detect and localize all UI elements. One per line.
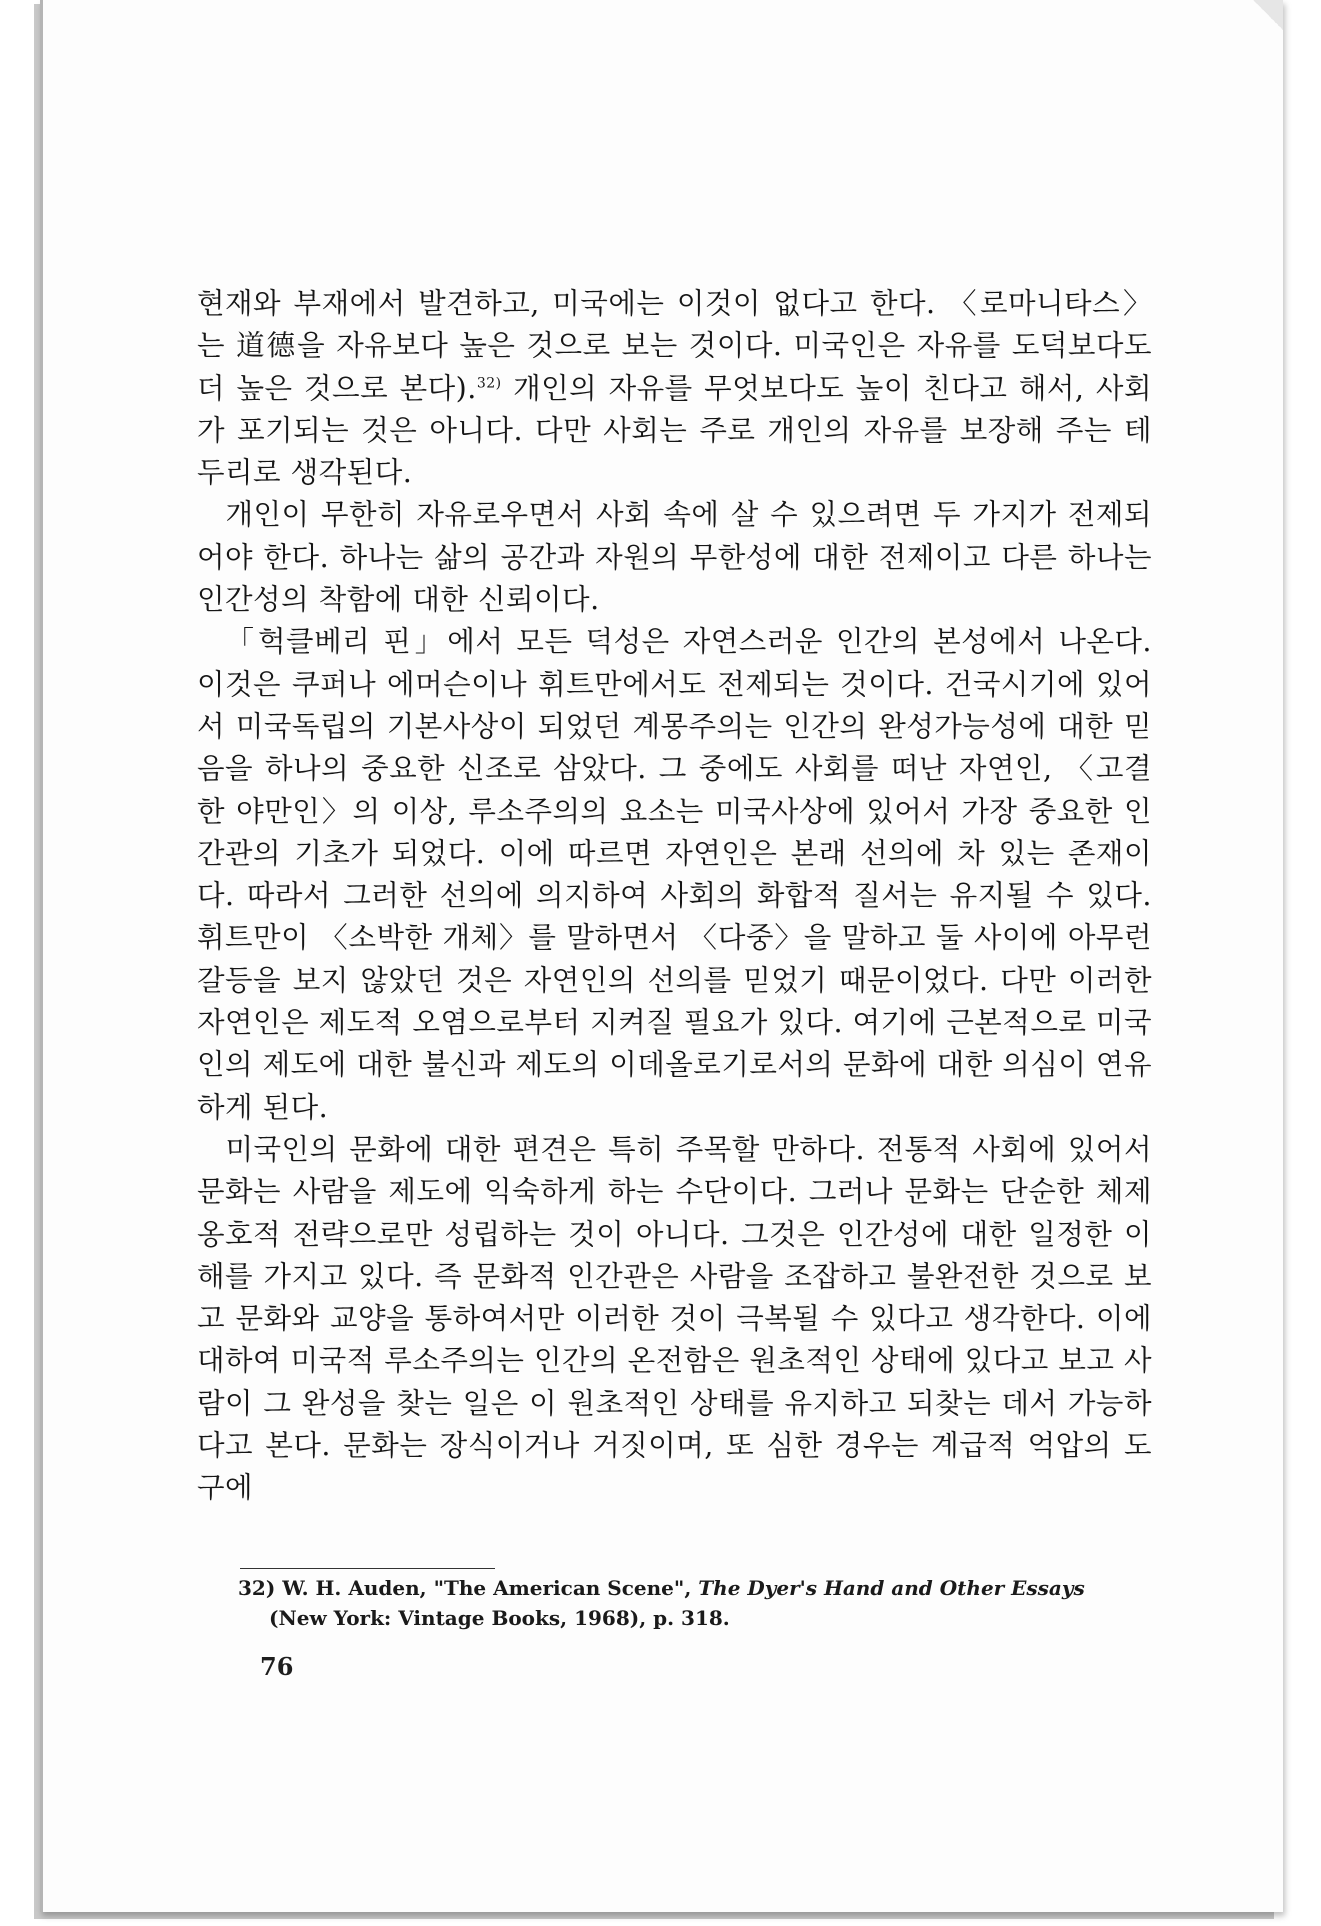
footnote-divider [240,1568,495,1569]
footnote-publication: (New York: Vintage Books, 1968), p. 318. [269,1606,730,1630]
paragraph-1-tail: 개인의 자유를 무엇보다도 높이 친다고 해서, 사회가 포기되는 것은 아니다. 다만 사회는 주로 개인의 자유를 보장해 주는 테두리로 생각된다. [197,371,1152,490]
paragraph-2: 개인이 무한히 자유로우면서 사회 속에 살 수 있으려면 두 가지가 전제되어야 한다. 하나는 삶의 공간과 자원의 무한성에 대한 전제이고 다른 하나는 인간성의 착함에 대한 신뢰이다. [197,498,1152,617]
paragraph-4: 미국인의 문화에 대한 편견은 특히 주목할 만하다. 전통적 사회에 있어서 문화는 사람을 제도에 익숙하게 하는 수단이다. 그러나 문화는 단순한 체제 옹호적 전략으로만 성립하는 것이 아니다. 그것은 인간성에 대한 일정한 이해를 가지고 있다. 즉 문화적 인간관은 사람을 조잡하고 불완전한 것으로 보고 문화와 교양을 통하여서만 이러한 것이 극복될 수 있다고 생각한다. 이에 대하여 미국적 루소주의는 인간의 온전함은 원초적인 상태에 있다고 보고 사람이 그 완성을 찾는 일은 이 원초적인 상태를 유지하고 되찾는 데서 가능하다고 본다. 문화는 장식이거나 거짓이며, 또 심한 경우는 계급적 억압의 도구에 [197,1132,1152,1505]
footnote-citation: 32) W. H. Auden, "The American Scene", [238,1576,699,1600]
paragraph-1-text: 현재와 부재에서 발견하고, 미국에는 이것이 없다고 한다. 〈로마니타스〉는 道德을 자유보다 높은 것으로 보는 것이다. 미국인은 자유를 도덕보다도 더 높은 것으로 본다). [197,287,1152,405]
footnote-reference[interactable]: 32) [476,375,502,392]
footnote [238,1573,1158,1633]
footnote-book-title: The Dyer's Hand and Other Essays [698,1576,1085,1600]
paragraph-3: 「헉클베리 핀」에서 모든 덕성은 자연스러운 인간의 본성에서 나온다. 이것은 쿠퍼나 에머슨이나 휘트만에서도 전제되는 것이다. 건국시기에 있어서 미국독립의 기본사상이 되었던 계몽주의는 인간의 완성가능성에 대한 믿음을 하나의 중요한 신조로 삼았다. 그 중에도 사회를 떠난 자연인, 〈고결한 야만인〉의 이상, 루소주의의 요소는 미국사상에 있어서 가장 중요한 인간관의 기초가 되었다. 이에 따르면 자연인은 본래 선의에 차 있는 존재이다. 따라서 그러한 선의에 의지하여 사회의 화합적 질서는 유지될 수 있다. 휘트만이 〈소박한 개체〉를 말하면서 〈다중〉을 말하고 둘 사이에 아무런 갈등을 보지 않았던 것은 자연인의 선의를 믿었기 때문이었다. 다만 이러한 자연인은 제도적 오염으로부터 지켜질 필요가 있다. 여기에 근본적으로 미국인의 제도에 대한 불신과 제도의 이데올로기로서의 문화에 대한 의심이 연유하게 된다. [197,625,1152,1124]
page-number: 76 [260,1652,294,1681]
paragraph-1 [197,283,1152,494]
body-text [197,283,1152,1510]
page-corner [1253,0,1283,30]
